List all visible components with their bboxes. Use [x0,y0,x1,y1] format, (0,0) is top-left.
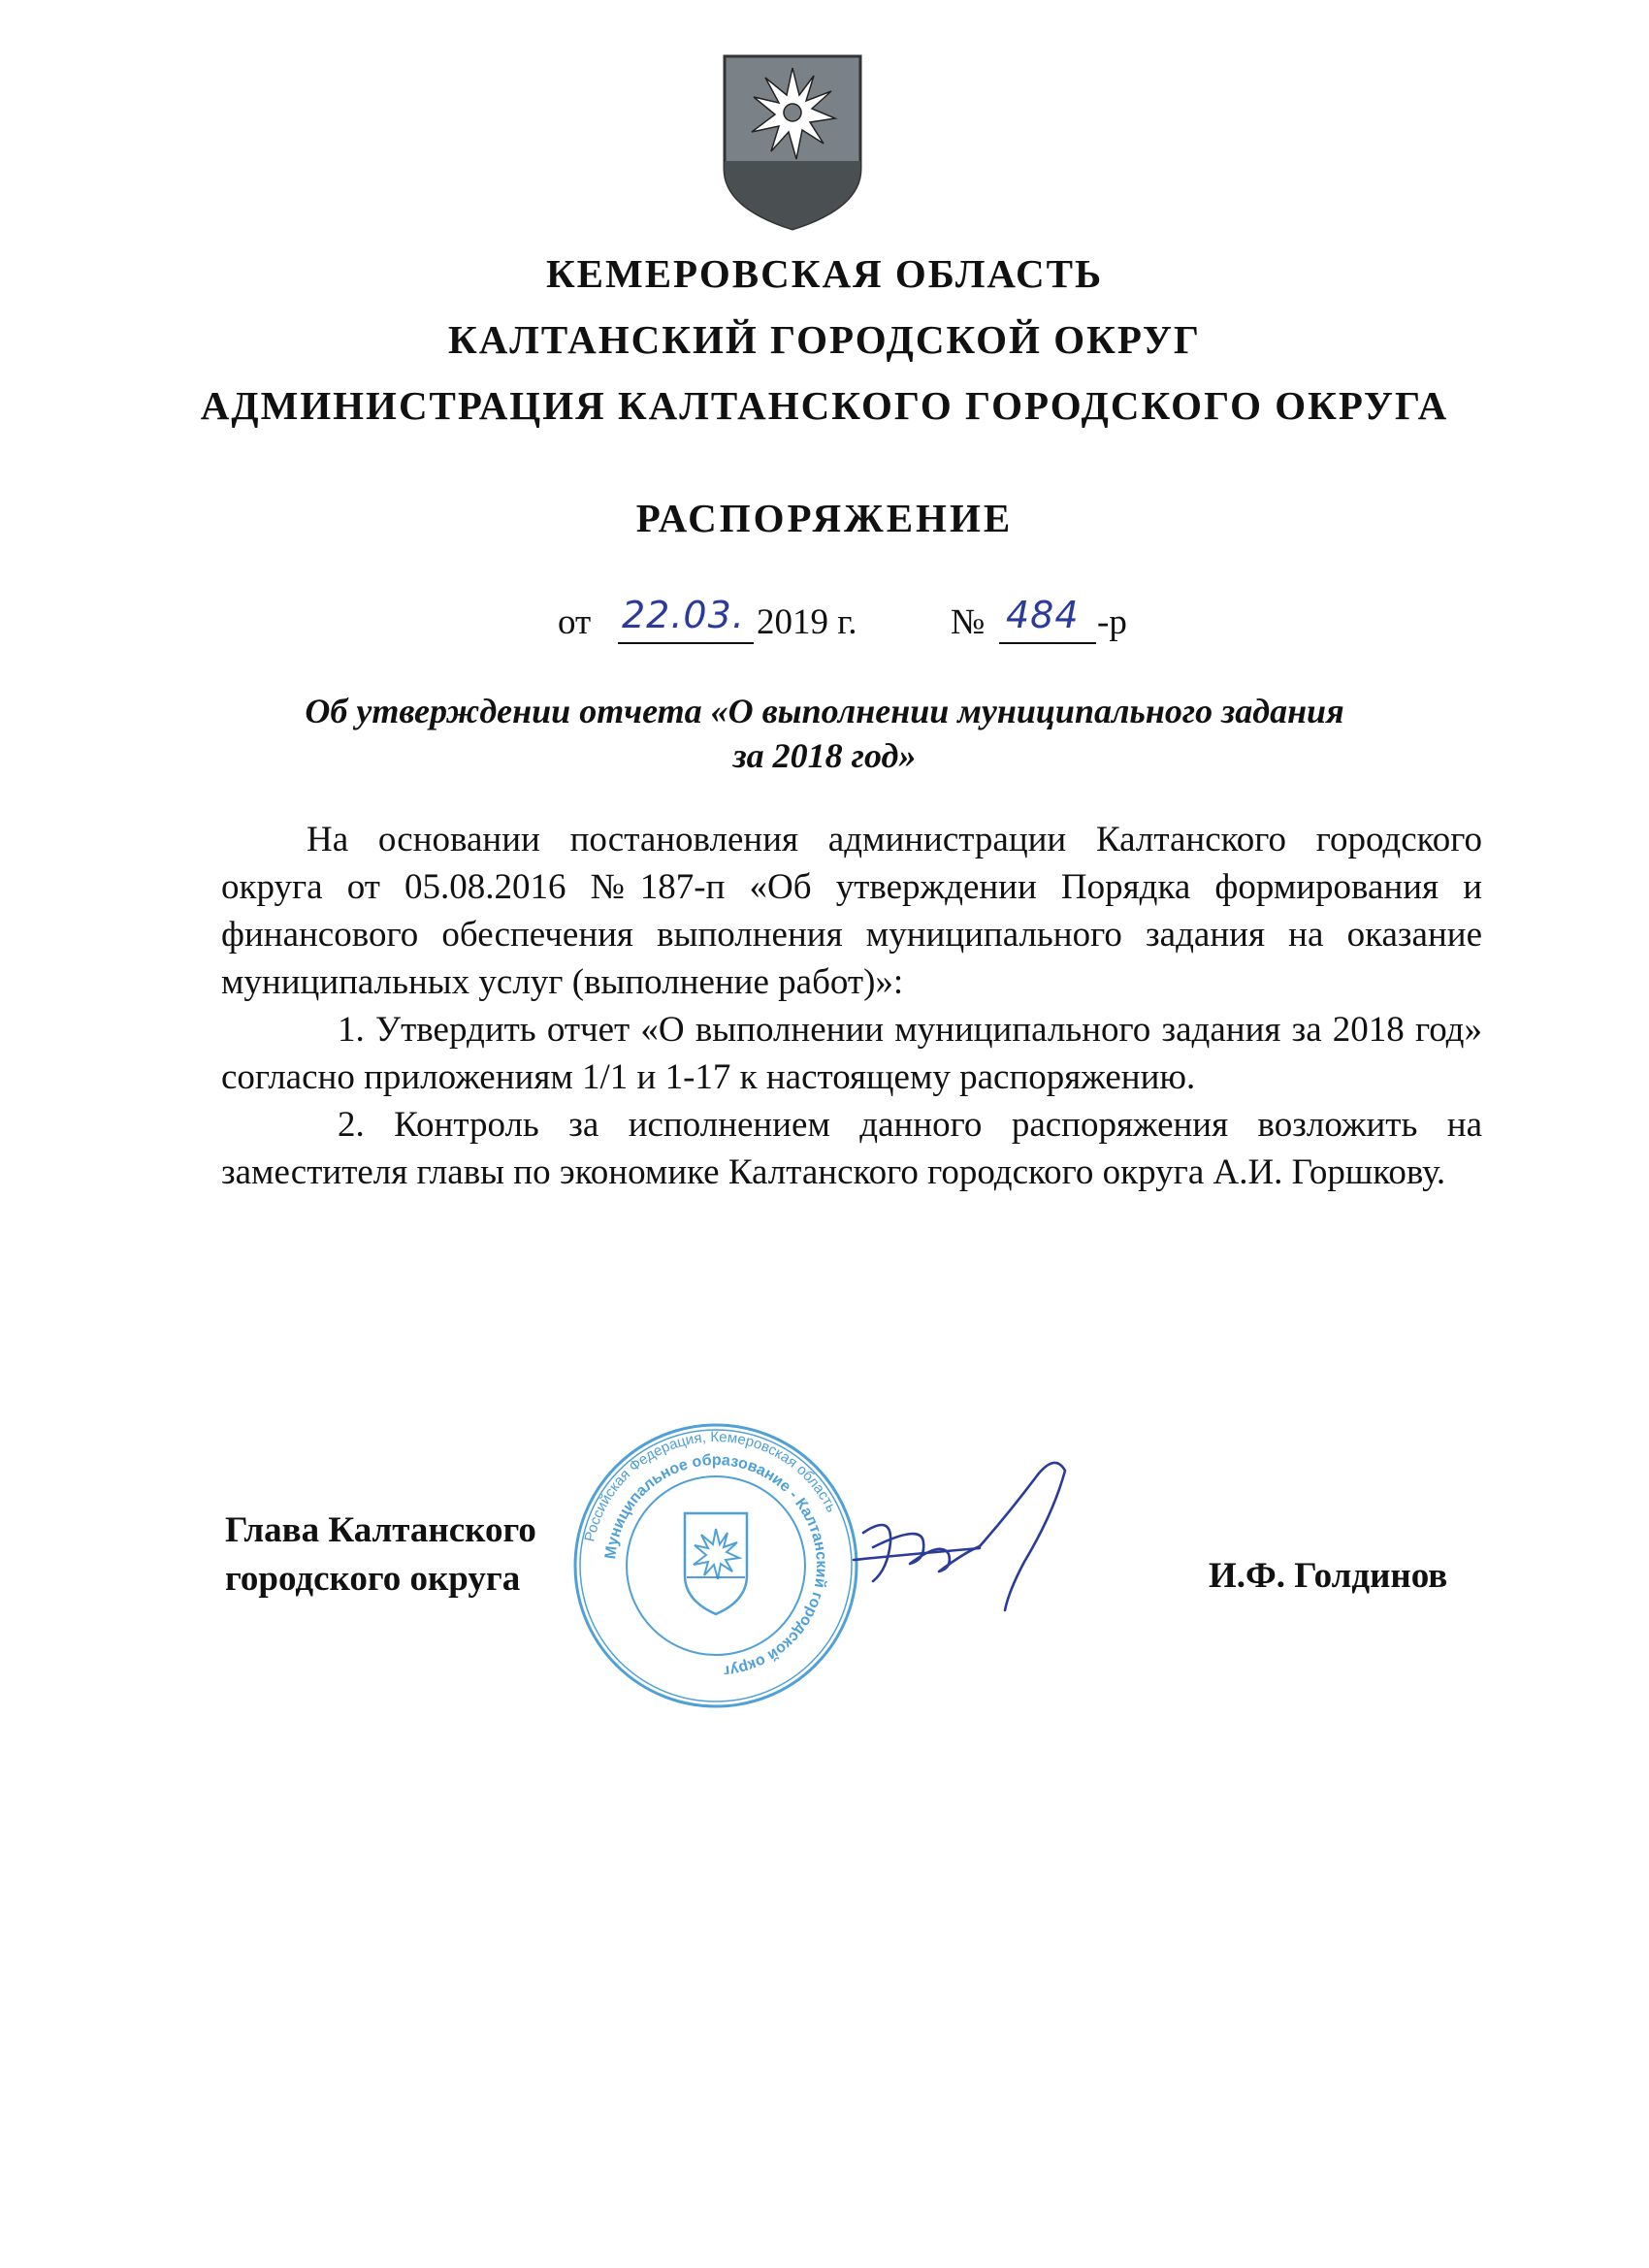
signatory-position [225,1507,536,1604]
body-text [221,816,1482,1196]
body-item-2: 2. Контроль за исполнением данного распоряжения возложить на заместителя главы по экономике Калтанского городского округа А.И. Горшкову. [221,1105,1482,1192]
number-underline [999,642,1096,644]
date-prefix: от [558,602,592,642]
signatory-name: И.Ф. Голдинов [1209,1556,1448,1596]
number-suffix: -р [1097,602,1127,642]
number-sign: № [951,602,986,642]
date-underline [618,642,754,644]
header-region: КЕМЕРОВСКАЯ ОБЛАСТЬ [545,251,1104,296]
header-district: КАЛТАНСКИЙ ГОРОДСКОЙ ОКРУГ [447,317,1202,362]
body-item-1: 1. Утвердить отчет «О выполнении муниципального задания за 2018 год» согласно приложениям 1/1 и 1-17 к настоящему распоряжению. [221,1010,1482,1097]
stamp-emblem-icon [685,1513,747,1614]
date-suffix: 2019 г. [757,602,857,642]
number-handwritten: 484 [1006,594,1080,636]
stamp-middle-text: Муниципальное образование - Калтанский городской округ [602,1451,830,1679]
date-handwritten: 22.03. [622,594,745,636]
official-stamp [570,1420,861,1711]
subject-line-1: Об утверждении отчета «О выполнении муниципального задания [305,692,1344,730]
signatory-position-line-1: Глава Калтанского [225,1510,536,1550]
signatory-position-line-2: городского округа [225,1559,521,1599]
subject-line-2: за 2018 год» [732,736,917,775]
header-administration: АДМИНИСТРАЦИЯ КАЛТАНСКОГО ГОРОДСКОГО ОКРУГА [200,383,1449,428]
document-type-title: РАСПОРЯЖЕНИЕ [635,496,1014,540]
stamp-outer-text: Российская Федерация, Кемеровская область [581,1428,840,1543]
handwritten-signature [834,1445,1106,1620]
body-paragraph-1: На основании постановления администрации Калтанского городского округа от 05.08.2016 №187-п «Об утверждении Порядка формирования и финансового обеспечения выполнения муниципального задания на оказание муниципальных услуг (выполнение работ)»: [221,820,1482,1002]
coat-of-arms-icon [721,52,864,233]
date-number-row [558,594,1159,652]
